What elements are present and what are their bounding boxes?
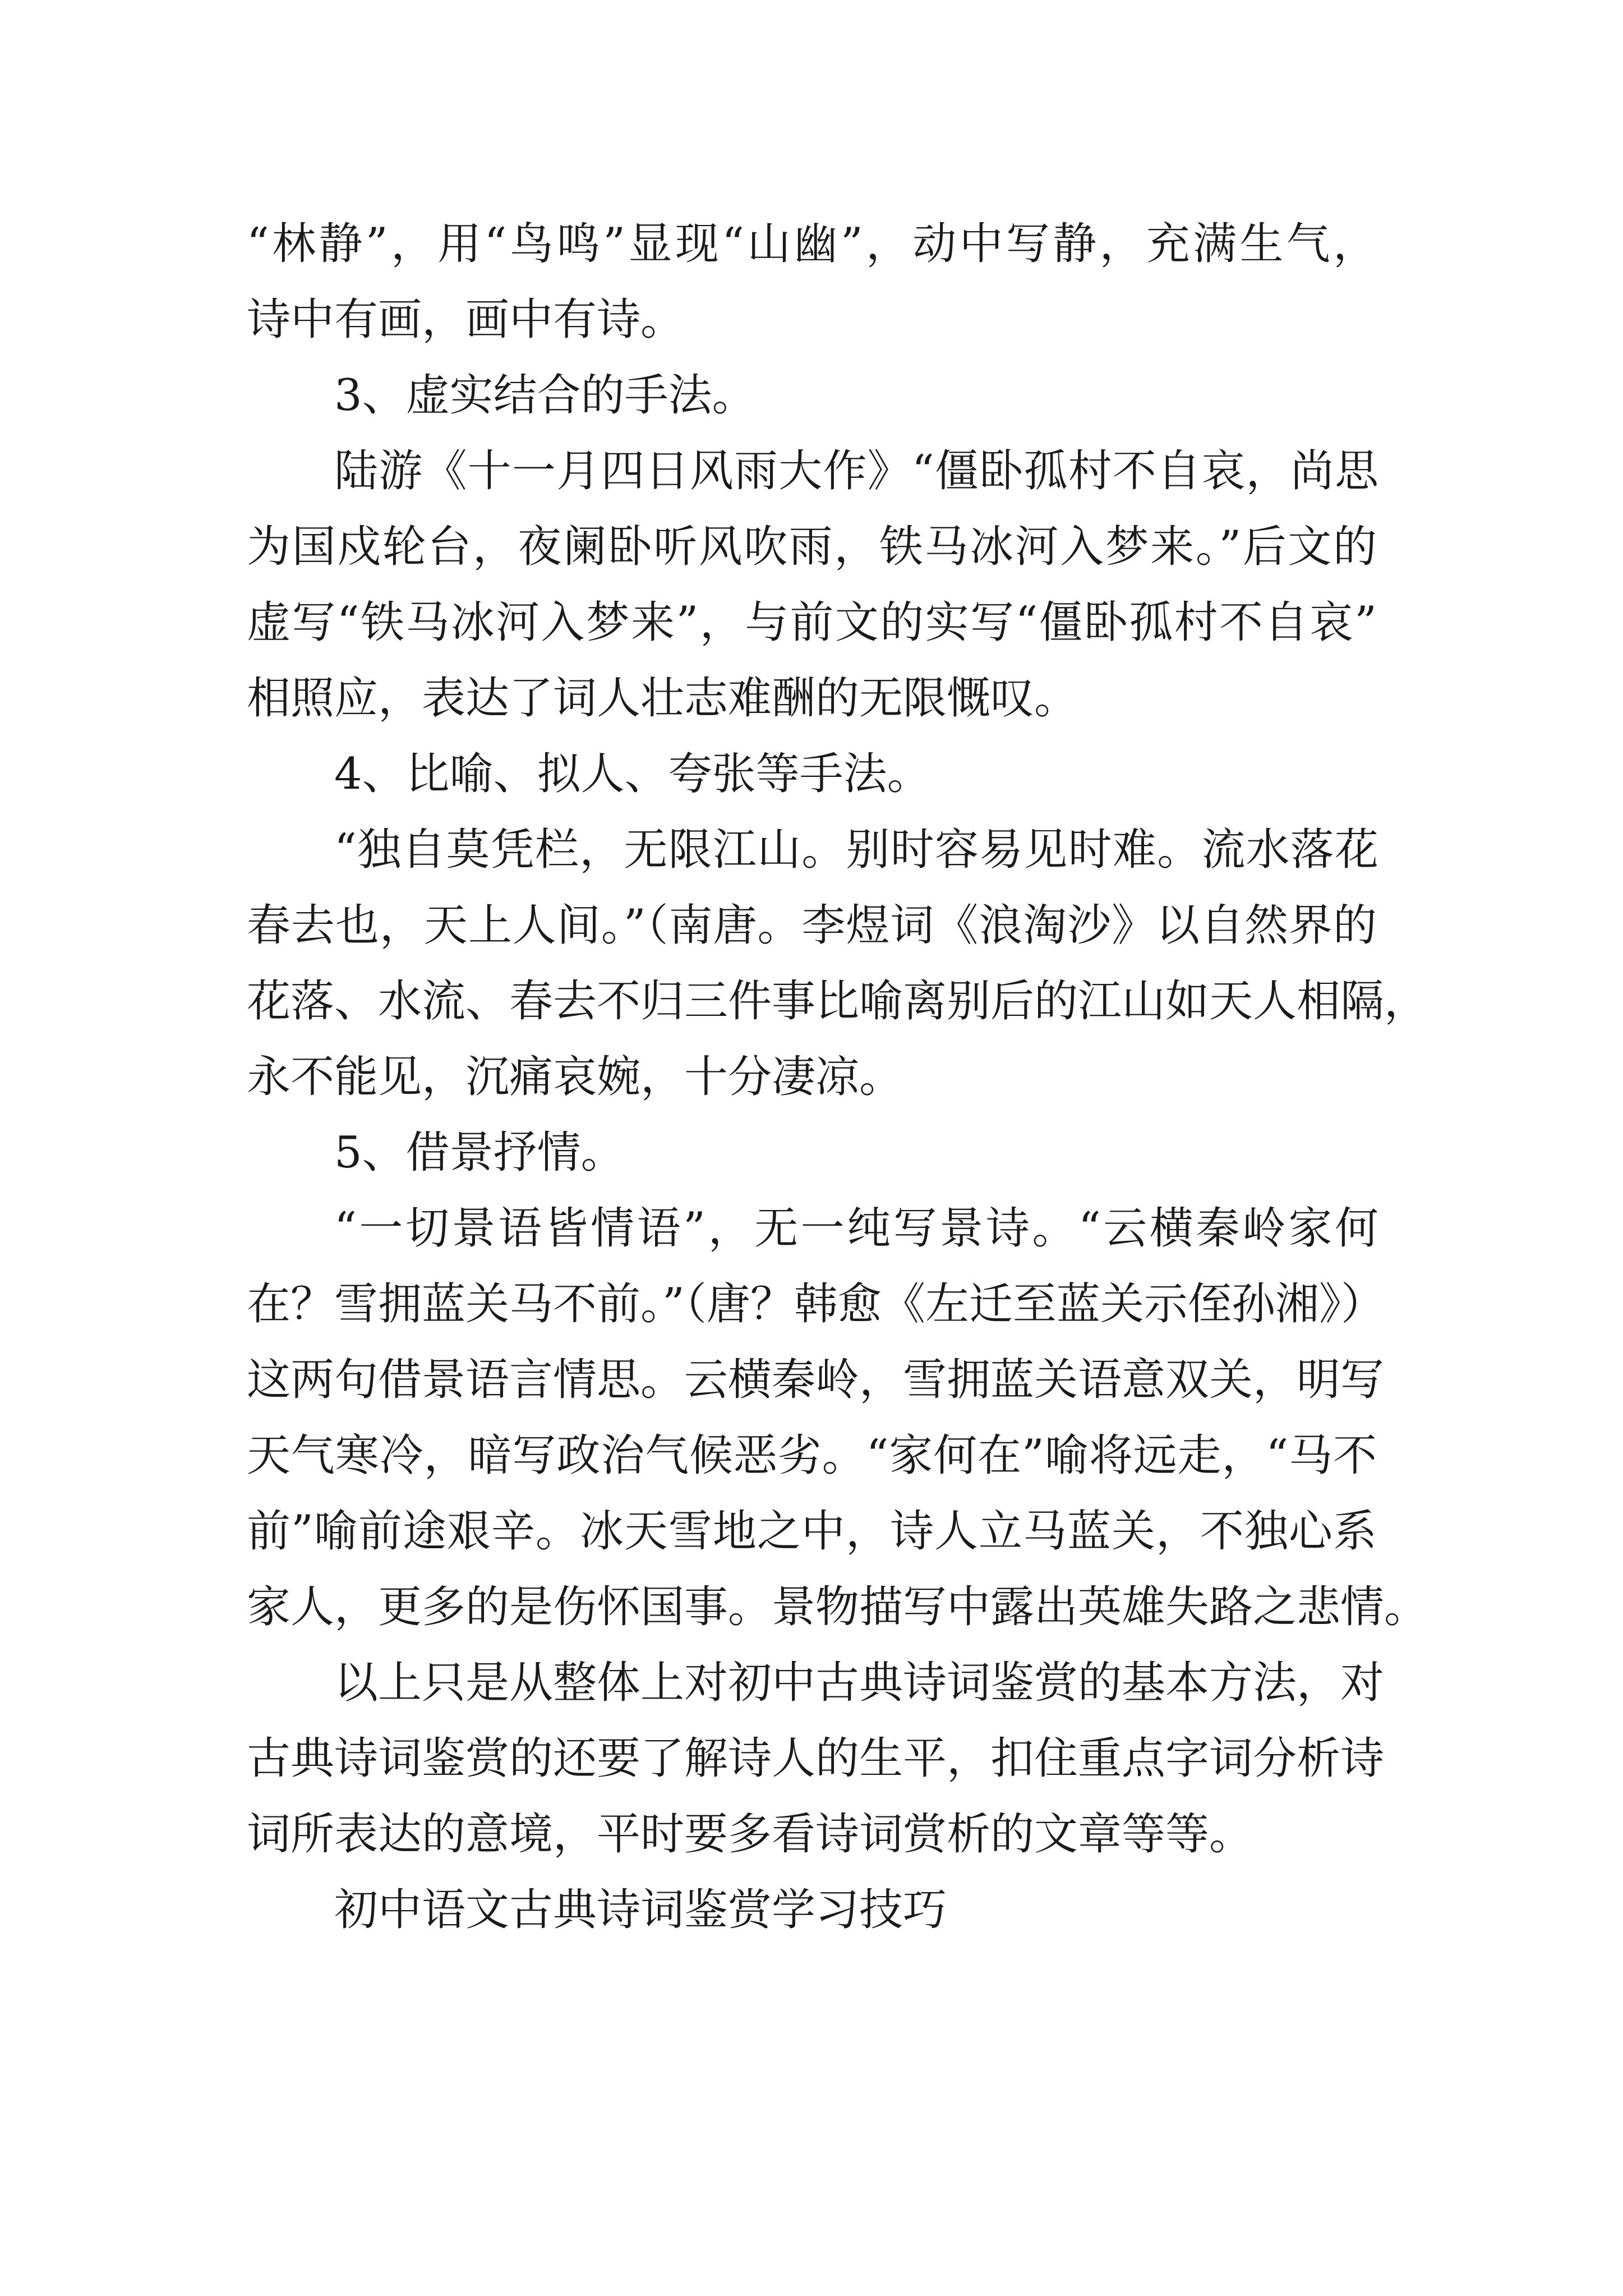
text-line: 春去也，天上人间。”（南唐。李煜词《浪淘沙》以自然界的 — [247, 900, 1377, 951]
text-line: 家人，更多的是伤怀国事。景物描写中露出英雄失路之悲情。 — [247, 1582, 1428, 1632]
text-line: 在？雪拥蓝关马不前。”（唐？韩愈《左迁至蓝关示侄孙湘》） — [247, 1279, 1385, 1329]
section-heading: 初中语文古典诗词鉴赏学习技巧 — [334, 1885, 947, 1935]
section-heading: 3、虚实结合的手法。 — [334, 370, 756, 421]
text-line: 天气寒冷，暗写政治气候恶劣。“家何在”喻将远走，“马不 — [247, 1430, 1377, 1481]
text-line: 这两句借景语言情思。云横秦岭，雪拥蓝关语意双关，明写 — [247, 1355, 1385, 1405]
text-line: 永不能见，沉痛哀婉，十分凄凉。 — [247, 1052, 903, 1102]
text-line: “独自莫凭栏，无限江山。别时容易见时难。流水落花 — [334, 825, 1378, 875]
text-line: 陆游《十一月四日风雨大作》“僵卧孤村不自哀，尚思 — [334, 446, 1378, 496]
section-heading: 5、借景抒情。 — [334, 1128, 625, 1178]
text-line: 诗中有画，画中有诗。 — [247, 295, 685, 345]
text-line: “一切景语皆情语”，无一纯写景诗。“云横秦岭家何 — [334, 1203, 1378, 1254]
section-heading: 4、比喻、拟人、夸张等手法。 — [334, 749, 931, 799]
text-line: 以上只是从整体上对初中古典诗词鉴赏的基本方法，对 — [334, 1658, 1385, 1708]
text-line: 虚写“铁马冰河入梦来”，与前文的实写“僵卧孤村不自哀” — [247, 597, 1377, 648]
text-line: 古典诗词鉴赏的还要了解诗人的生平，扣住重点字词分析诗 — [247, 1733, 1385, 1784]
text-line: “林静”，用“鸟鸣”显现“山幽”，动中写静，充满生气， — [247, 219, 1377, 269]
text-line: 为国戍轮台，夜阑卧听风吹雨，铁马冰河入梦来。”后文的 — [247, 522, 1377, 572]
text-line: 相照应，表达了词人壮志难酬的无限慨叹。 — [247, 673, 1078, 724]
text-line: 花落、水流、春去不归三件事比喻离别后的江山如天人相隔， — [247, 976, 1428, 1027]
text-line: 前”喻前途艰辛。冰天雪地之中，诗人立马蓝关，不独心系 — [247, 1506, 1377, 1557]
text-line: 词所表达的意境，平时要多看诗词赏析的文章等等。 — [247, 1809, 1253, 1860]
